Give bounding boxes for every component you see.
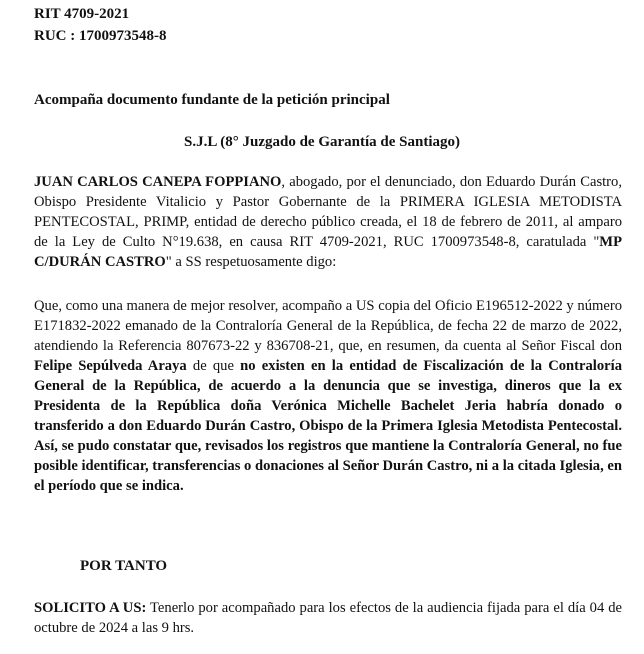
body-bold-text: no existen en la entidad de Fiscalización de la Contraloría General de la República, de acuerdo a la denuncia que se investiga, dineros que la ex Presidenta de la República doña Verónica Michelle Bachelet Jeria habría donado o transferido a don Eduardo Durán Castro, Obispo de la Primera Iglesia Metodista Pentecostal. Así, se pudo constatar que, revisados los registros que mantiene la Contraloría General, no fue posible identificar, transferencias o donaciones al Señor Durán Castro, ni a la citada Iglesia, en el período que se indica.: [34, 358, 622, 494]
ruc-number: RUC : 1700973548-8: [34, 28, 167, 44]
solicito-label: SOLICITO A US:: [34, 600, 147, 616]
fiscal-name: Felipe Sepúlveda Araya: [34, 358, 187, 374]
rit-number: RIT 4709-2021: [34, 6, 130, 22]
intro-text-2: " a SS respetuosamente digo:: [165, 254, 337, 270]
body-text-1: Que, como una manera de mejor resolver, acompaño a US copia del Oficio E196512-2022 y número E171832-2022 emanado de la Contraloría General de la República, de fecha 22 de marzo de 2022, atendiendo la Referencia 807673-22 y 836708-21, que, en resumen, da cuenta al Señor Fiscal don: [34, 298, 622, 354]
court-heading: S.J.L (8° Juzgado de Garantía de Santiago): [183, 134, 461, 150]
solicito-text: Tenerlo por acompañado para los efectos de la audiencia fijada para el día 04 de octubre de 2024 a las 9 hrs.: [34, 600, 622, 636]
body-text-2: de que: [186, 358, 241, 374]
document-subject: Acompaña documento fundante de la petición principal: [34, 92, 390, 108]
solicito-paragraph: [34, 598, 622, 638]
lawyer-name: JUAN CARLOS CANEPA FOPPIANO: [34, 174, 282, 190]
body-paragraph: [34, 296, 622, 496]
case-name: MP C/DURÁN CASTRO: [34, 234, 622, 270]
por-tanto-heading: POR TANTO: [80, 558, 168, 574]
intro-paragraph: [34, 172, 622, 272]
intro-text-1: , abogado, por el denunciado, don Eduardo Durán Castro, Obispo Presidente Vitalicio y Pastor Gobernante de la PRIMERA IGLESIA METODISTA PENTECOSTAL, PRIMP, entidad de derecho público creada, el 18 de febrero de 2011, al amparo de la Ley de Culto N°19.638, en causa RIT 4709-2021, RUC 1700973548-8, caratulada ": [34, 174, 622, 250]
